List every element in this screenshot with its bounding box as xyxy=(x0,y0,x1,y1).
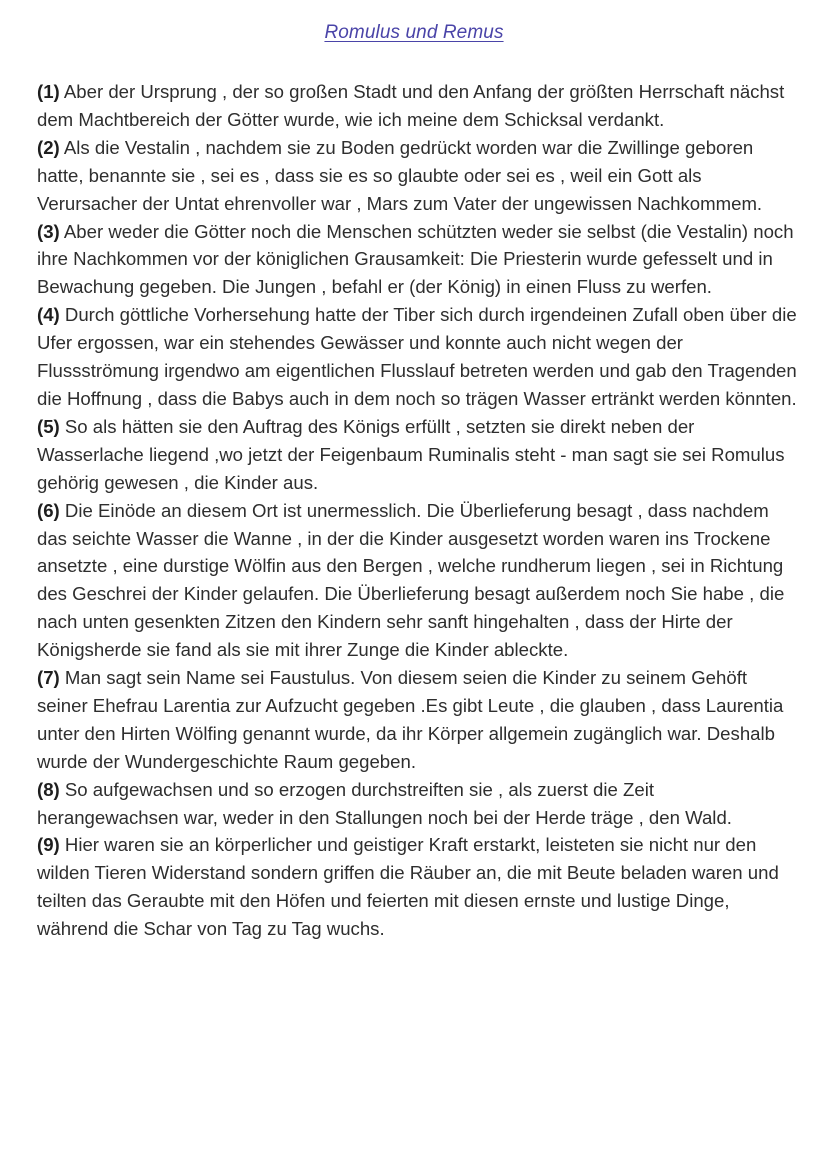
paragraph-5 xyxy=(37,413,797,497)
paragraph-8 xyxy=(37,776,797,832)
paragraph-number: (6) xyxy=(37,499,60,521)
paragraph-7 xyxy=(37,664,797,776)
paragraph-number: (2) xyxy=(37,136,60,158)
paragraph-1 xyxy=(37,78,797,134)
paragraph-text: So aufgewachsen und so erzogen durchstreiften sie , als zuerst die Zeit herangewachsen war, weder in den Stallungen noch bei der Herde träge , den Wald. xyxy=(37,778,732,828)
paragraph-number: (7) xyxy=(37,667,60,689)
paragraph-text: Durch göttliche Vorhersehung hatte der Tiber sich durch irgendeinen Zufall oben über die Ufer ergossen, war ein stehendes Gewässer und konnte auch nicht wegen der Flussströmung irgendwo am eigentlichen Flusslauf betreten werden und gab den Tragenden die Hoffnung , dass die Babys auch in dem noch so trägen Wasser ertränkt werden könnten. xyxy=(37,304,797,409)
paragraph-number: (3) xyxy=(37,220,60,242)
paragraph-number: (1) xyxy=(37,81,60,102)
paragraph-text: Als die Vestalin , nachdem sie zu Boden gedrückt worden war die Zwillinge geboren hatte, benannte sie , sei es , dass sie es so glaubte oder sei es , weil ein Gott als Verursacher der Untat ehrenvoller war , Mars zum Vater der ungewissen Nachkommem. xyxy=(37,136,763,214)
paragraph-9 xyxy=(37,831,797,943)
paragraph-number: (8) xyxy=(37,778,60,800)
paragraph-text: So als hätten sie den Auftrag des Königs erfüllt , setzten sie direkt neben der Wasserlache liegend ,wo jetzt der Feigenbaum Ruminalis steht - man sagt sie sei Romulus gehörig gewesen , die Kinder aus. xyxy=(37,415,785,493)
paragraph-text: Die Einöde an diesem Ort ist unermesslich. Die Überlieferung besagt , dass nachdem das seichte Wasser die Wanne , in der die Kinder ausgesetzt worden waren ins Trockene ansetzte , eine durstige Wölfin aus den Bergen , welche rundherum liegen , sei in Richtung des Geschrei der Kinder gelaufen. Die Überlieferung besagt außerdem noch Sie habe , die nach unten gesenkten Zitzen den Kindern sehr sanft hingehalten , dass der Hirte der Königsherde sie fand als sie mit ihrer Zunge die Kinder ableckte. xyxy=(37,499,785,661)
paragraph-4 xyxy=(37,301,797,413)
document-body xyxy=(37,78,797,943)
paragraph-number: (4) xyxy=(37,304,60,326)
paragraph-3 xyxy=(37,218,797,302)
paragraph-text: Aber der Ursprung , der so großen Stadt und den Anfang der größten Herrschaft nächst dem Machtbereich der Götter wurde, wie ich meine dem Schicksal verdankt. xyxy=(37,81,785,130)
paragraph-number: (9) xyxy=(37,834,60,856)
paragraph-text: Aber weder die Götter noch die Menschen schützten weder sie selbst (die Vestalin) noch ihre Nachkommen vor der königlichen Grausamkeit: Die Priesterin wurde gefesselt und in Bewachung gegeben. Die Jungen , befahl er (der König) in einen Fluss zu werfen. xyxy=(37,220,794,298)
document-title: Romulus und Remus xyxy=(324,22,504,43)
paragraph-6 xyxy=(37,497,797,664)
paragraph-number: (5) xyxy=(37,415,60,437)
paragraph-text: Hier waren sie an körperlicher und geistiger Kraft erstarkt, leisteten sie nicht nur den wilden Tieren Widerstand sondern griffen die Räuber an, die mit Beute beladen waren und teilten das Geraubte mit den Höfen und feierten mit diesen ernste und lustige Dinge, während die Schar von Tag zu Tag wuchs. xyxy=(37,834,779,940)
paragraph-text: Man sagt sein Name sei Faustulus. Von diesem seien die Kinder zu seinem Gehöft seiner Ehefrau Larentia zur Aufzucht gegeben .Es gibt Leute , die glauben , dass Laurentia unter den Hirten Wölfing genannt wurde, da ihr Körper allgemein zugänglich war. Deshalb wurde der Wundergeschichte Raum gegeben. xyxy=(37,667,784,772)
paragraph-2 xyxy=(37,134,797,218)
